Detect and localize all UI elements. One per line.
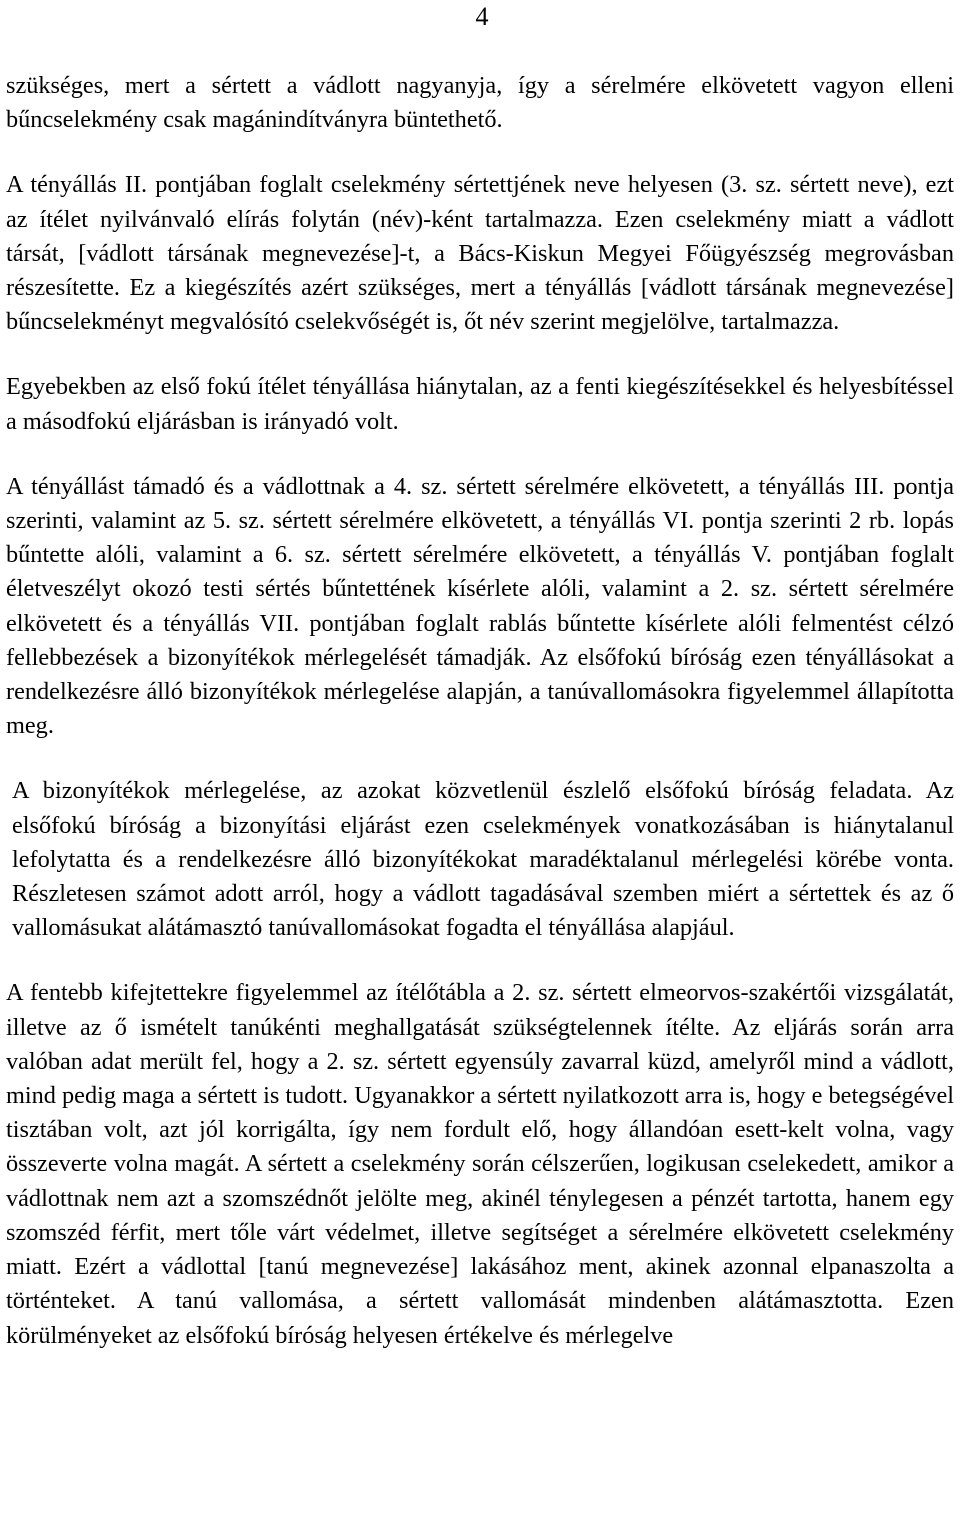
document-body (6, 69, 954, 1353)
page-number: 4 (475, 2, 489, 31)
paragraph-6: A fentebb kifejtettekre figyelemmel az ítélőtábla a 2. sz. sértett elmeorvos-szakértői vizsgálatát, illetve az ő ismételt tanúkénti meghallgatását szükségtelennek ítélte. Az eljárás során arra valóban adat merült fel, hogy a 2. sz. sértett egyensúly zavarral küzd, amelyről mind a vádlott, mind pedig maga a sértett is tudott. Ugyanakkor a sértett nyilatkozott arra is, hogy e betegségével tisztában volt, azt jól korrigálta, így nem fordult elő, hogy állandóan esett-kelt volna, vagy összeverte volna magát. A sértett a cselekmény során célszerűen, logikusan cselekedett, amikor a vádlottnak nem azt a szomszédnőt jelölte meg, akinél ténylegesen a pénzét tartotta, hanem egy szomszéd férfit, mert tőle várt védelmet, illetve segítséget a sérelmére elkövetett cselekmény miatt. Ezért a vádlottal [tanú megnevezése] lakásához ment, akinek azonnal elpanaszolta a történteket. A tanú vallomása, a sértett vallomását mindenben alátámasztotta. Ezen körülményeket az elsőfokú bíróság helyesen értékelve és mérlegelve (6, 979, 954, 1349)
paragraph-4: A tényállást támadó és a vádlottnak a 4. sz. sértett sérelmére elkövetett, a tényállás III. pontja szerinti, valamint az 5. sz. sértett sérelmére elkövetett, a tényállás VI. pontja szerinti 2 rb. lopás bűntette alóli, valamint a 6. sz. sértett sérelmére elkövetett, a tényállás V. pontjában foglalt életveszélyt okozó testi sértés bűntettének kísérlete alóli, valamint a 2. sz. sértett sérelmére elkövetett és a tényállás VII. pontjában foglalt rablás bűntette kísérlete alóli felmentést célzó fellebbezések a bizonyítékok mérlegelését támadják. Az elsőfokú bíróság ezen tényállásokat a rendelkezésre álló bizonyítékok mérlegelése alapján, a tanúvallomásokra figyelemmel állapította meg. (6, 472, 954, 740)
paragraph-2: A tényállás II. pontjában foglalt cselekmény sértettjének neve helyesen (3. sz. sértett neve), ezt az ítélet nyilvánvaló elírás folytán (név)-ként tartalmazza. Ezen cselekmény miatt a vádlott társát, [vádlott társának megnevezése]-t, a Bács-Kiskun Megyei Főügyészség megrovásban részesítette. Ez a kiegészítés azért szükséges, mert a tényállás [vádlott társának megnevezése] bűncselekményt megvalósító cselekvőségét is, őt név szerint megjelölve, tartalmazza. (6, 171, 954, 336)
paragraph-3: Egyebekben az első fokú ítélet tényállása hiánytalan, az a fenti kiegészítésekkel és helyesbítéssel a másodfokú eljárásban is irányadó volt. (6, 373, 954, 435)
paragraph-5: A bizonyítékok mérlegelése, az azokat közvetlenül észlelő elsőfokú bíróság feladata. Az elsőfokú bíróság a bizonyítási eljárást ezen cselekmények vonatkozásában is hiánytalanul lefolytatta és a rendelkezésre álló bizonyítékokat maradéktalanul mérlegelési körébe vonta. Részletesen számot adott arról, hogy a vádlott tagadásával szemben miért a sértettek és az ő vallomásukat alátámasztó tanúvallomásokat fogadta el tényállása alapjául. (12, 777, 954, 942)
paragraph-1: szükséges, mert a sértett a vádlott nagyanyja, így a sérelmére elkövetett vagyon elleni bűncselekmény csak magánindítványra büntethető. (6, 72, 954, 134)
